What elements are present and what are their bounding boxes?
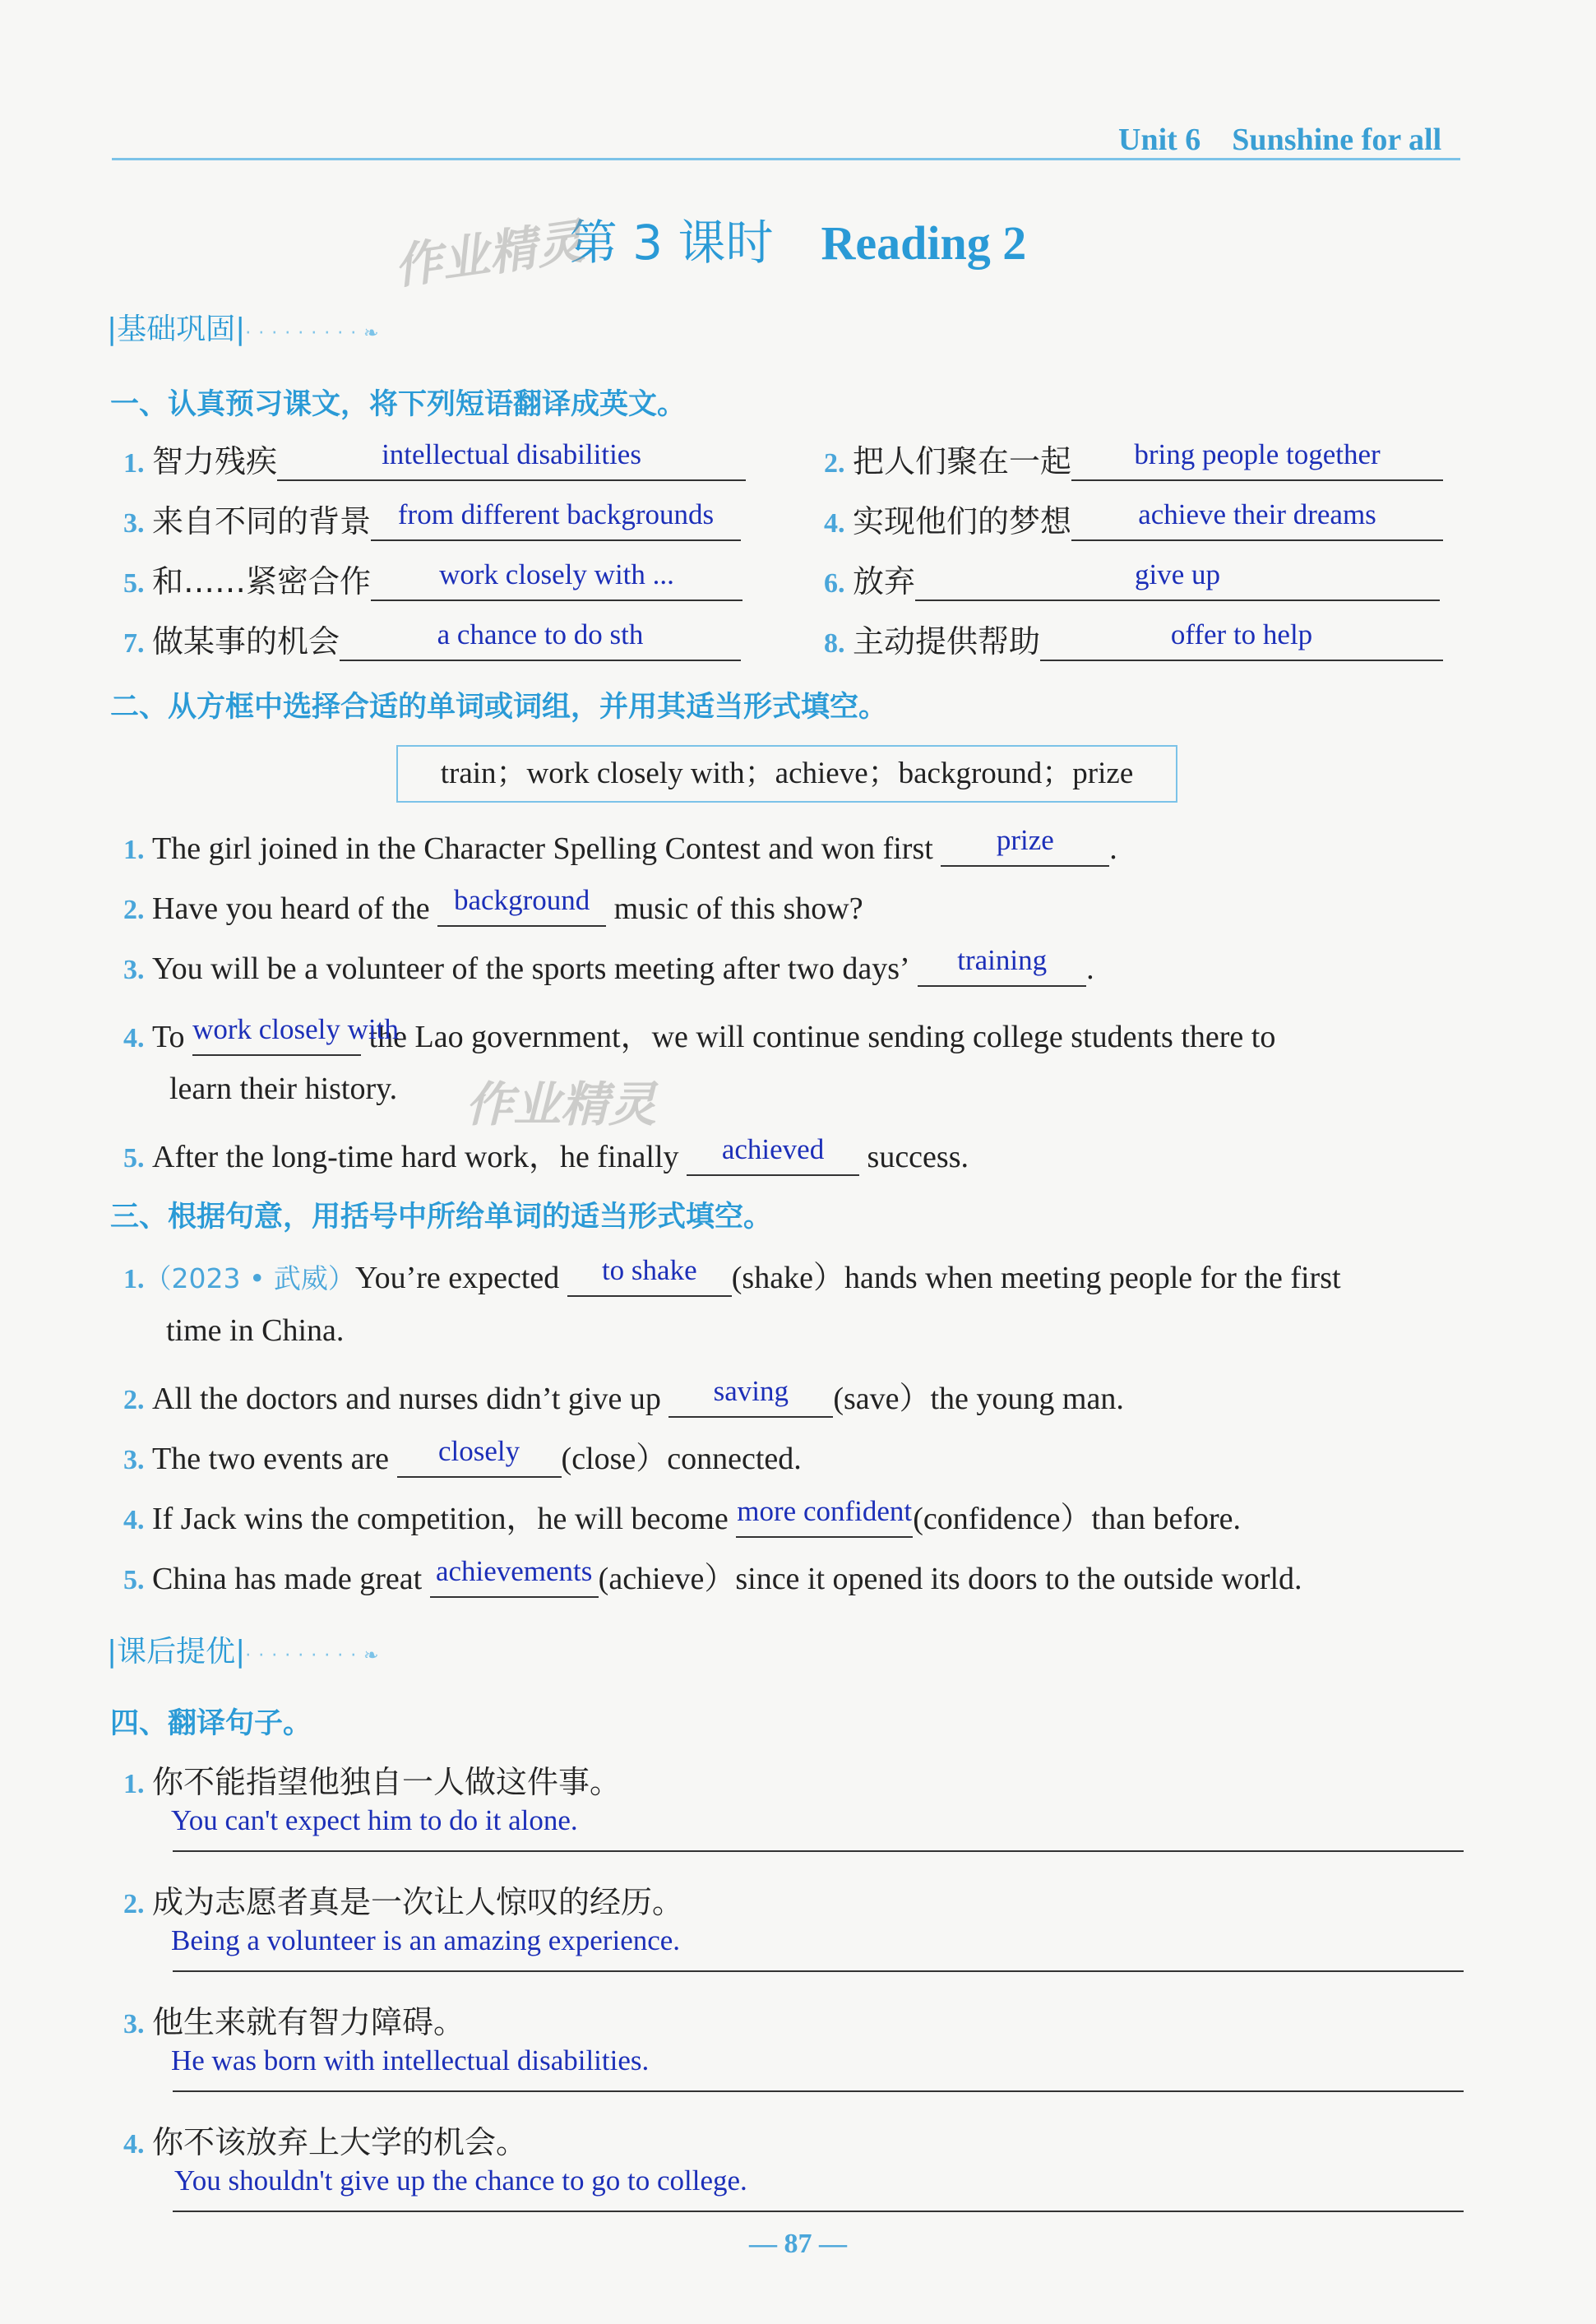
p2-num-2: 2. <box>123 895 145 925</box>
p3-num-2: 2. <box>123 1385 145 1415</box>
p2-answer-5: achieved <box>721 1133 825 1165</box>
part1-heading: 一、认真预习课文，将下列短语翻译成英文。 <box>110 388 687 421</box>
p1-item-8 <box>824 616 1443 661</box>
page-number: — 87 — <box>749 2229 847 2259</box>
p1-num-8: 8. <box>824 628 845 659</box>
p3-after-3: (close）connected. <box>561 1442 802 1476</box>
p4-prompt-3: 他生来就有智力障碍。 <box>152 2004 465 2040</box>
p4-answer-line-1 <box>173 1850 1464 1852</box>
p1-prompt-8: 主动提供帮助 <box>853 623 1041 660</box>
p1-item-1 <box>123 436 746 481</box>
p2-after-2: music of this show? <box>613 891 863 926</box>
p4-prompt-4: 你不该放弃上大学的机会。 <box>152 2124 528 2160</box>
p2-after-3: . <box>1086 951 1094 986</box>
p4-num-1: 1. <box>123 1769 145 1799</box>
p1-item-2 <box>824 436 1443 481</box>
page-number-value: 87 <box>784 2229 812 2259</box>
p2-num-5: 5. <box>123 1143 145 1174</box>
page-title <box>0 204 1596 273</box>
p3-after-4: (confidence）than before. <box>913 1502 1241 1536</box>
p2-item-5 <box>123 1131 969 1176</box>
p1-item-4 <box>824 496 1443 541</box>
p2-item-4-cont: learn their history. <box>169 1072 398 1106</box>
p1-answer-blank-1[interactable] <box>277 438 746 481</box>
p3-answer-1: to shake <box>601 1254 697 1286</box>
p2-before-1: The girl joined in the Character Spelling Contest and won first <box>152 831 933 866</box>
p1-answer-blank-3[interactable] <box>371 498 741 541</box>
p4-answer-1[interactable]: You can't expect him to do it alone. <box>171 1804 578 1836</box>
p1-answer-6: give up <box>1135 558 1221 590</box>
p2-answer-blank-5[interactable] <box>687 1133 859 1176</box>
p4-num-4: 4. <box>123 2129 145 2160</box>
p2-answer-2: background <box>454 884 590 916</box>
p3-answer-4: more confident <box>737 1495 913 1527</box>
p3-item-1-cont: time in China. <box>166 1313 345 1348</box>
p2-before-4: To <box>152 1020 185 1054</box>
p2-answer-3: training <box>957 944 1048 976</box>
p4-answer-line-2 <box>173 1970 1464 1972</box>
p4-prompt-2: 成为志愿者真是一次让人惊叹的经历。 <box>152 1884 684 1920</box>
p1-prompt-7: 做某事的机会 <box>152 623 340 660</box>
p4-answer-3[interactable]: He was born with intellectual disabilities. <box>171 2044 650 2076</box>
p1-item-7 <box>123 616 741 661</box>
p4-answer-2[interactable]: Being a volunteer is an amazing experience. <box>171 1924 681 1956</box>
p3-num-4: 4. <box>123 1505 145 1535</box>
p1-prompt-4: 实现他们的梦想 <box>853 503 1072 539</box>
section-after-heading: |课后提优|· · · · · · · · · ❧ <box>107 1635 380 1669</box>
p1-prompt-6: 放弃 <box>853 563 916 600</box>
p3-answer-2: saving <box>713 1375 789 1407</box>
p1-answer-blank-5[interactable] <box>371 558 742 601</box>
p1-answer-blank-4[interactable] <box>1071 498 1443 541</box>
p1-answer-blank-6[interactable] <box>915 558 1440 601</box>
p3-item-5 <box>123 1553 1302 1598</box>
p3-source-1: （2023 • 武威） <box>144 1262 355 1294</box>
p2-answer-blank-2[interactable] <box>437 884 606 927</box>
word-box: train；work closely with；achieve；background；prize <box>396 745 1177 803</box>
p2-answer-blank-1[interactable] <box>941 824 1109 867</box>
p3-after-2: (save）the young man. <box>833 1382 1124 1416</box>
p3-item-4 <box>123 1493 1241 1538</box>
p3-answer-blank-3[interactable] <box>397 1435 562 1478</box>
p1-num-1: 1. <box>123 448 145 479</box>
p3-before-4: If Jack wins the competition，he will become <box>152 1502 729 1536</box>
p3-answer-blank-1[interactable] <box>567 1254 732 1297</box>
p1-answer-7: a chance to do sth <box>437 618 644 650</box>
p3-num-1: 1. <box>123 1264 145 1294</box>
p3-after-1: (shake）hands when meeting people for the first <box>731 1261 1341 1295</box>
p1-item-6 <box>824 556 1440 601</box>
p1-num-7: 7. <box>123 628 145 659</box>
p4-item-4 <box>123 2117 527 2162</box>
p2-num-3: 3. <box>123 955 145 985</box>
p3-before-1: You’re expected <box>354 1261 560 1295</box>
p4-item-3 <box>123 1997 465 2042</box>
p2-after-5: success. <box>867 1140 969 1174</box>
p1-item-3 <box>123 496 741 541</box>
p3-answer-5: achievements <box>435 1555 593 1587</box>
p3-after-5: (achieve）since it opened its doors to the outside world. <box>598 1562 1302 1596</box>
section-after-label: 课后提优 <box>117 1635 236 1669</box>
unit-topic: Sunshine for all <box>1232 123 1442 157</box>
p3-answer-blank-5[interactable] <box>430 1555 599 1598</box>
p1-prompt-3: 来自不同的背景 <box>152 503 372 539</box>
p4-prompt-1: 你不能指望他独自一人做这件事。 <box>152 1764 622 1800</box>
p2-after-1: . <box>1109 831 1117 866</box>
watermark-top: 作业精灵 <box>391 213 588 295</box>
p4-answer-line-4 <box>173 2211 1464 2212</box>
p1-num-4: 4. <box>824 508 845 539</box>
p2-item-3 <box>123 944 1094 987</box>
p2-before-5: After the long-time hard work，he finally <box>152 1140 679 1174</box>
p2-answer-4: work closely with <box>192 1013 399 1045</box>
p1-answer-blank-8[interactable] <box>1040 618 1443 661</box>
p2-num-1: 1. <box>123 835 145 865</box>
section-basic-label: 基础巩固 <box>117 312 236 346</box>
p2-item-1 <box>123 824 1117 867</box>
p4-answer-line-3 <box>173 2090 1464 2092</box>
p1-answer-blank-7[interactable] <box>340 618 741 661</box>
p4-item-2 <box>123 1877 683 1922</box>
p1-num-5: 5. <box>123 568 145 599</box>
header-rule <box>112 158 1460 160</box>
p3-before-3: The two events are <box>152 1442 390 1476</box>
p1-num-2: 2. <box>824 448 845 479</box>
p4-item-1 <box>123 1757 621 1802</box>
p2-before-3: You will be a volunteer of the sports meeting after two days’ <box>152 951 910 986</box>
p4-num-2: 2. <box>123 1889 145 1919</box>
p1-num-6: 6. <box>824 568 845 599</box>
p1-prompt-5: 和……紧密合作 <box>152 563 372 600</box>
p3-num-3: 3. <box>123 1445 145 1475</box>
p3-answer-blank-4[interactable] <box>736 1495 913 1538</box>
p1-item-5 <box>123 556 742 601</box>
p3-answer-blank-2[interactable] <box>668 1375 833 1418</box>
p3-before-5: China has made great <box>152 1562 423 1596</box>
p2-answer-blank-3[interactable] <box>918 944 1086 987</box>
p2-before-2: Have you heard of the <box>152 891 430 926</box>
p1-prompt-1: 智力残疾 <box>152 443 278 479</box>
p2-item-4 <box>123 1011 1275 1056</box>
part3-heading: 三、根据句意，用括号中所给单词的适当形式填空。 <box>110 1201 773 1234</box>
p1-prompt-2: 把人们聚在一起 <box>853 443 1072 479</box>
watermark-middle: 作业精灵 <box>465 1076 657 1132</box>
section-basic-heading: |基础巩固|· · · · · · · · · ❧ <box>107 312 380 346</box>
p2-answer-1: prize <box>996 824 1054 856</box>
part2-heading: 二、从方框中选择合适的单词或词组，并用其适当形式填空。 <box>110 691 888 724</box>
p1-answer-1: intellectual disabilities <box>382 438 641 470</box>
p2-answer-blank-4[interactable] <box>192 1013 399 1056</box>
p1-answer-8: offer to help <box>1170 618 1313 650</box>
unit-label: Unit 6 <box>1118 123 1201 157</box>
p3-item-3 <box>123 1433 802 1478</box>
p2-item-2 <box>123 884 863 927</box>
p4-num-3: 3. <box>123 2009 145 2039</box>
running-header <box>1118 122 1441 158</box>
p2-num-4: 4. <box>123 1023 145 1053</box>
p4-answer-4[interactable]: You shouldn't give up the chance to go to college. <box>174 2164 747 2197</box>
lesson-name: Reading 2 <box>821 216 1027 270</box>
p3-answer-3: closely <box>437 1435 520 1467</box>
p3-item-2 <box>123 1373 1124 1418</box>
p3-item-1 <box>123 1252 1341 1297</box>
p2-after-4: the Lao government，we will continue sending college students there to <box>368 1020 1276 1054</box>
p1-answer-5: work closely with ... <box>439 558 674 590</box>
p1-answer-4: achieve their dreams <box>1138 498 1376 530</box>
p1-answer-2: bring people together <box>1134 438 1381 470</box>
p3-before-2: All the doctors and nurses didn’t give up <box>152 1382 661 1416</box>
p1-num-3: 3. <box>123 508 145 539</box>
part4-heading: 四、翻译句子。 <box>110 1707 312 1740</box>
p1-answer-3: from different backgrounds <box>397 498 715 530</box>
p3-num-5: 5. <box>123 1565 145 1595</box>
p1-answer-blank-2[interactable] <box>1071 438 1443 481</box>
lesson-number: 第 3 课时 <box>569 215 774 271</box>
